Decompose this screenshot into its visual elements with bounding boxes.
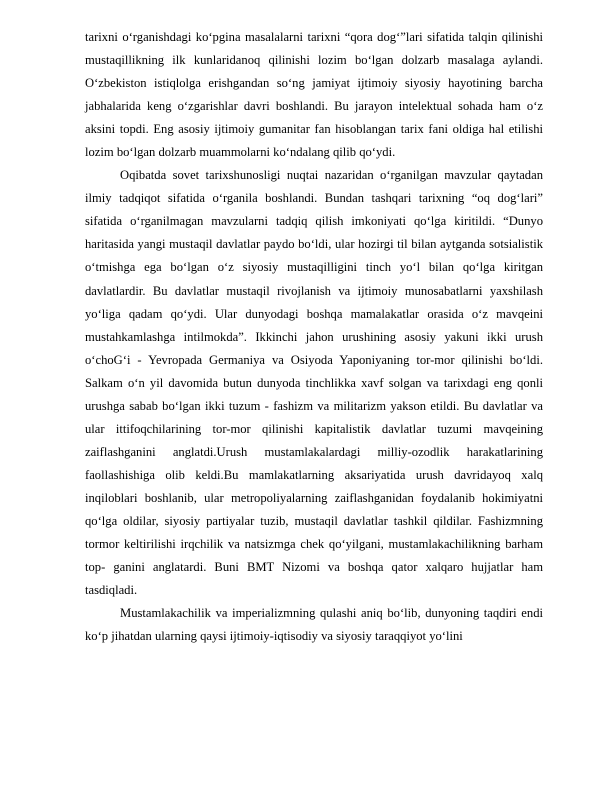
paragraph-1: tarixni o‘rganishdagi ko‘pgina masalalarni tarixni “qora dog‘”lari sifatida talqin qilinishi mustaqillikning ilk kunlaridanoq qilinishi lozim bo‘lgan dolzarb masalaga aylandi. O‘zbekiston istiqlolga erishgandan so‘ng jamiyat ijtimoiy siyosiy hayotining barcha jabhalarida keng o‘zgarishlar davri boshlandi. Bu jarayon intelektual sohada ham o‘z aksini topdi. Eng asosiy ijtimoiy gumanitar fan hisoblangan tarix fani oldiga hal etilishi lozim bo‘lgan dolzarb muammolarni ko‘ndalang qilib qo‘ydi. [85,30,543,160]
body-text [85,26,543,648]
paragraph-2: Oqibatda sovet tarixshunosligi nuqtai nazaridan o‘rganilgan mavzular qaytadan ilmiy tadqiqot sifatida o‘rganila boshlandi. Bundan tashqari tarixning “oq dog‘lari” sifatida o‘rganilmagan mavzularni tadqiq qilish imkoniyati qo‘lga kiritildi. “Dunyo haritasida yangi mustaqil davlatlar paydo bo‘ldi, ular hozirgi til bilan aytganda sotsialistik o‘tmishga ega bo‘lgan o‘z siyosiy mustaqilligini tinch yo‘l bilan qo‘lga kiritgan davlatlardir. Bu davlatlar mustaqil rivojlanish va ijtimoiy munosabatlarni yaxshilash yo‘liga qadam qo‘ydi. Ular dunyodagi boshqa mamalakatlar orasida o‘z mavqeini mustahkamlashga intilmokda”. Ikkinchi jahon urushining asosiy yakuni ikki urush o‘choG‘i - Yevropada Germaniya va Osiyoda Yaponiyaning tor-mor qilinishi bo‘ldi. Salkam o‘n yil davomida butun dunyoda tinchlikka xavf solgan va tarixdagi eng qonli urushga sabab bo‘lgan ikki tuzum - fashizm va militarizm yakson etildi. Bu davlatlar va ular ittifoqchilarining tor-mor qilinishi kapitalistik davlatlar tuzumi mavqeining zaiflashganini anglatdi.Urush mustamlakalardagi milliy-ozodlik harakatlarining faollashishiga olib keldi.Bu mamlakatlarning aksariyatida urush davridayoq xalq inqiloblari boshlanib, ular metropoliyalarning zaiflashganidan foydalanib hokimiyatni qo‘lga oldilar, siyosiy partiyalar tuzib, mustaqil davlatlar tashkil qildilar. Fashizmning tormor keltirilishi irqchilik va natsizmga chek qo‘yilgani, mustamlakachilikning barham top- ganini anglatardi. Buni BMT Nizomi va boshqa qator xalqaro hujjatlar ham tasdiqladi. [85,168,543,598]
paragraph-3: Mustamlakachilik va imperializmning qulashi aniq bo‘lib, dunyoning taqdiri endi ko‘p jihatdan ularning qaysi ijtimoiy-iqtisodiy va siyosiy taraqqiyot yo‘lini [85,606,543,644]
